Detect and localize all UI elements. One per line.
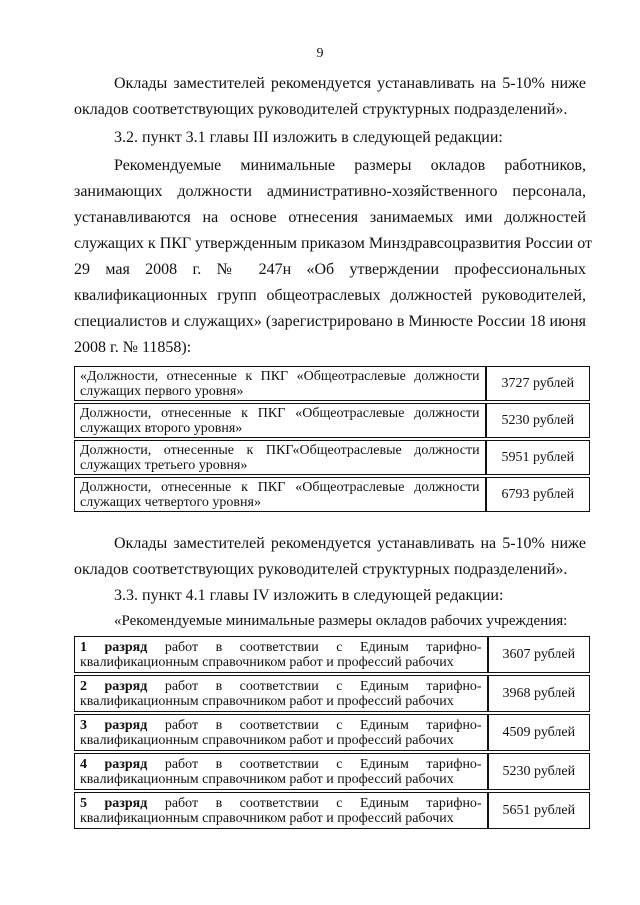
- grade-label: 5 разряд: [80, 795, 148, 811]
- text-line: Оклады заместителей рекомендуется устанавливать на 5-10% ниже: [114, 75, 586, 92]
- position-cell: [74, 477, 486, 512]
- table-row: [74, 440, 590, 475]
- text-line: Рекомендуемые минимальные размеры окладов работников,: [114, 157, 586, 174]
- page-number: 9: [316, 46, 324, 61]
- salary-cell: 6793 рублей: [486, 477, 590, 512]
- cell-line: [80, 640, 482, 655]
- text-line: 2008 г. № 11858):: [74, 339, 192, 356]
- text-line: «Рекомендуемые минимальные размеры окладов рабочих учреждения:: [114, 613, 568, 629]
- salary-table-workers: [74, 634, 590, 831]
- cell-line: Должности, отнесенные к ПКГ«Общеотраслевые должности: [80, 442, 480, 458]
- cell-line: [80, 679, 482, 694]
- cell-line: служащих второго уровня»: [80, 420, 243, 436]
- grade-cell: [74, 714, 488, 751]
- cell-line: квалификационным справочником работ и профессий рабочих: [80, 732, 454, 748]
- table-row: [74, 714, 590, 751]
- position-cell: [74, 440, 486, 475]
- cell-line: Должности, отнесенные к ПКГ «Общеотраслевые должности: [80, 405, 480, 421]
- grade-cell: [74, 792, 488, 829]
- cell-line: [80, 718, 482, 733]
- salary-cell: 3727 рублей: [486, 366, 590, 401]
- salary-cell: 4509 рублей: [488, 714, 590, 751]
- table-row: [74, 366, 590, 401]
- text-line: специалистов и служащих» (зарегистрировано в Минюсте России 18 июня: [74, 313, 586, 330]
- cell-line: квалификационным справочником работ и профессий рабочих: [80, 771, 454, 787]
- salary-cell: 3968 рублей: [488, 675, 590, 712]
- cell-line: квалификационным справочником работ и профессий рабочих: [80, 654, 454, 670]
- text-line: занимающих должности административно-хозяйственного персонала,: [74, 183, 586, 200]
- grade-label: 2 разряд: [80, 678, 148, 694]
- salary-cell: 5951 рублей: [486, 440, 590, 475]
- salary-cell: 5230 рублей: [486, 403, 590, 438]
- text-line: окладов соответствующих руководителей структурных подразделений».: [74, 101, 568, 118]
- position-cell: [74, 403, 486, 438]
- grade-description: работ в соответствии с Единым тарифно-: [164, 639, 482, 655]
- salary-cell: 3607 рублей: [488, 636, 590, 673]
- table-row: [74, 675, 590, 712]
- text-line: служащих к ПКГ утвержденным приказом Минздравсоцразвития России от: [74, 235, 593, 252]
- grade-cell: [74, 753, 488, 790]
- salary-cell: 5230 рублей: [488, 753, 590, 790]
- salary-cell: 5651 рублей: [488, 792, 590, 829]
- cell-line: служащих четвертого уровня»: [80, 494, 261, 510]
- table-row: [74, 753, 590, 790]
- table-row: [74, 792, 590, 829]
- salary-table-employees: [74, 364, 590, 514]
- text-line: устанавливаются на основе отнесения занимаемых ими должностей: [74, 209, 586, 226]
- table-row: [74, 636, 590, 673]
- cell-line: служащих третьего уровня»: [80, 457, 248, 473]
- table-row: [74, 403, 590, 438]
- grade-description: работ в соответствии с Единым тарифно-: [164, 795, 482, 811]
- grade-label: 3 разряд: [80, 717, 148, 733]
- cell-line: квалификационным справочником работ и профессий рабочих: [80, 693, 454, 709]
- text-line: квалификационных групп общеотраслевых должностей руководителей,: [74, 287, 586, 304]
- text-line: 3.2. пункт 3.1 главы III изложить в следующей редакции:: [114, 129, 503, 146]
- text-line: 29 мая 2008 г. № 247н «Об утверждении профессиональных: [74, 261, 586, 278]
- cell-line: [80, 757, 482, 772]
- text-line: 3.3. пункт 4.1 главы IV изложить в следующей редакции:: [114, 587, 504, 604]
- cell-line: квалификационным справочником работ и профессий рабочих: [80, 810, 454, 826]
- grade-label: 4 разряд: [80, 756, 148, 772]
- position-cell: [74, 366, 486, 401]
- table-row: [74, 477, 590, 512]
- grade-description: работ в соответствии с Единым тарифно-: [164, 678, 482, 694]
- grade-description: работ в соответствии с Единым тарифно-: [164, 756, 482, 772]
- grade-description: работ в соответствии с Единым тарифно-: [164, 717, 482, 733]
- text-line: Оклады заместителей рекомендуется устанавливать на 5-10% ниже: [114, 535, 586, 552]
- text-line: окладов соответствующих руководителей структурных подразделений».: [74, 561, 568, 578]
- cell-line: Должности, отнесенные к ПКГ «Общеотраслевые должности: [80, 479, 480, 495]
- grade-cell: [74, 636, 488, 673]
- cell-line: [80, 796, 482, 811]
- cell-line: «Должности, отнесенные к ПКГ «Общеотраслевые должности: [80, 368, 480, 384]
- grade-cell: [74, 675, 488, 712]
- cell-line: служащих первого уровня»: [80, 383, 244, 399]
- grade-label: 1 разряд: [80, 639, 148, 655]
